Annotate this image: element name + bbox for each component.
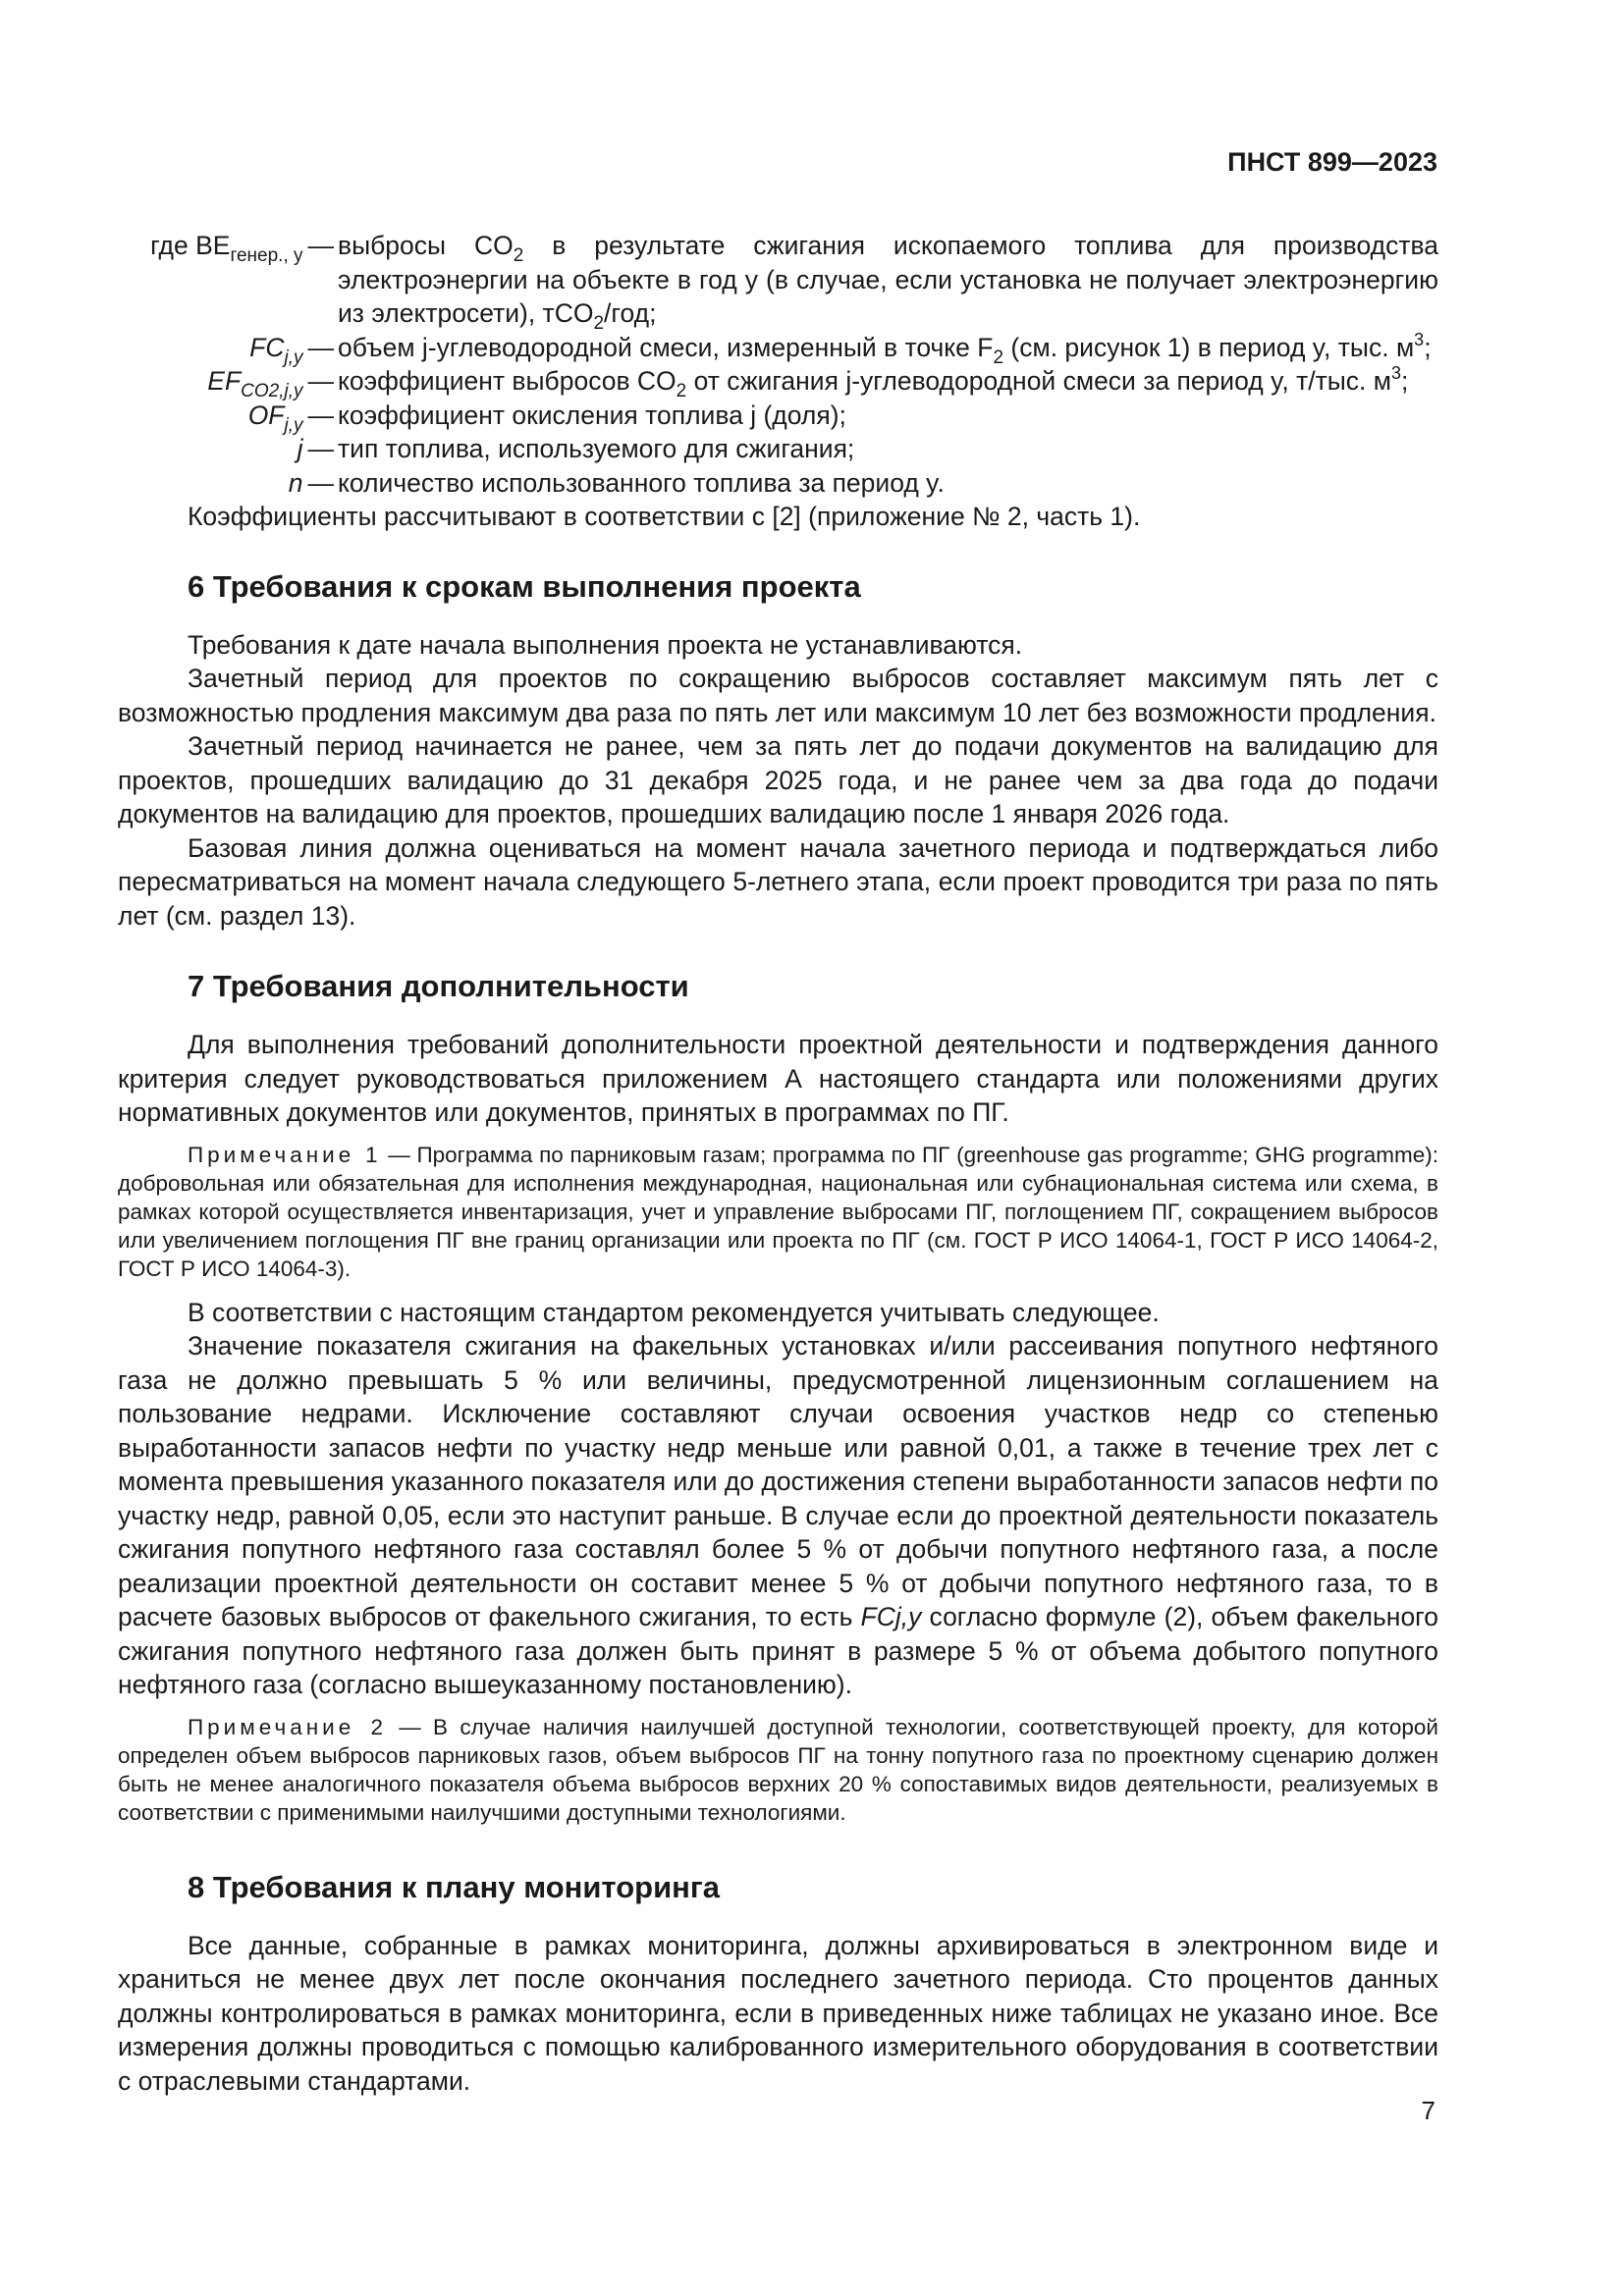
symbol-definitions	[118, 229, 1438, 500]
section-7-paragraph: Значение показателя сжигания на факельных установках и/или рассеивания попутного нефтяного газа не должно превышать 5 % или величины, предусмотренной лицензионным соглашением на пользование недрами. Исключение составляют случаи освоения участков недр со степенью выработанности запасов нефти по участку недр меньше или равной 0,01, а также в течение трех лет с момента превышения указанного показателя или до достижения степени выработанности запасов нефти по участку недр, равной 0,05, если это наступит раньше. В случае если до проектной деятельности показатель сжигания попутного нефтяного газа составлял более 5 % от добычи попутного нефтяного газа, а после реализации проектной деятельности он составит менее 5 % от добычи попутного нефтяного газа, то в расчете базовых выбросов от факельного сжигания, то есть FCj,y согласно формуле (2), объем факельного сжигания попутного нефтяного газа должен быть принят в размере 5 % от объема добытого попутного нефтяного газа (согласно вышеуказанному постановлению).	[118, 1331, 1439, 1699]
section-7-heading: 7 Требования дополнительности	[188, 969, 689, 1003]
definition-text: выбросы $CO_2$ в результате сжигания ископаемого топлива для производства электроэнергии на объекте в год y (в случае, если установка не получает электроэнергию из электросети), тCO$_2$/год;	[338, 231, 1438, 334]
section-8-heading: 8 Требования к плану мониторинга	[188, 1869, 721, 1904]
section-6-paragraph: Требования к дате начала выполнения проекта не устанавливаются.	[188, 629, 1023, 660]
symbol-subscript: CO2,j,y	[241, 381, 303, 401]
document-code: ПНСТ 899—2023	[1227, 147, 1437, 177]
page-number: 7	[1421, 2096, 1435, 2125]
page-content	[118, 229, 1438, 2098]
coefficients-note: Коэффициенты рассчитывают в соответствии с [2] (приложение № 2, часть 1).	[188, 502, 1141, 531]
note-1	[118, 1141, 1438, 1283]
symbol-be: где BE	[150, 231, 231, 260]
symbol-subscript: j,y	[284, 347, 303, 368]
section-6-paragraph: Базовая линия должна оцениваться на момент начала зачетного периода и подтверждаться либо пересматриваться на момент начала следующего 5-летнего этапа, если проект проводится три раза по пять лет (см. раздел 13).	[118, 832, 1438, 931]
definition-row-be	[118, 229, 1438, 334]
section-7-paragraph: Для выполнения требований дополнительности проектной деятельности и подтверждения данного критерия следует руководствоваться приложением А настоящего стандарта или положениями других нормативных документов или документов, принятых в программах по ПГ.	[118, 1030, 1438, 1127]
note-label: Примечание 2	[188, 1714, 388, 1739]
note-2	[118, 1713, 1438, 1827]
symbol-subscript: генер., y	[230, 245, 303, 266]
definition-text: тип топлива, используемого для сжигания;	[338, 434, 855, 463]
symbol: n —	[288, 467, 334, 498]
symbol-j: j	[297, 434, 303, 463]
definition-row-ef	[118, 364, 1438, 399]
section-6-heading: 6 Требования к срокам выполнения проекта	[188, 568, 861, 604]
note-text: — Программа по парниковым газам; программа по ПГ (greenhouse gas programme; GHG programme): добровольная или обязательная для исполнения международная, национальная или субнациональная система или схема, в рамках которой осуществляется инвентаризация, учет и управление выбросами ПГ, поглощением ПГ, сокращением выбросов или увеличением поглощения ПГ вне границ организации или проекта по ПГ (см. ГОСТ Р ИСО 14064-1, ГОСТ Р ИСО 14064-2, ГОСТ Р ИСО 14064-3).	[118, 1142, 1438, 1281]
definition-row-n	[118, 466, 1438, 501]
symbol-of: OF	[247, 400, 285, 430]
section-6-paragraph: Зачетный период начинается не ранее, чем за пять лет до подачи документов на валидацию для проектов, прошедших валидацию до 31 декабря 2025 года, и не ранее чем за два года до подачи документов на валидацию для проектов, прошедших валидацию после 1 января 2026 года.	[118, 731, 1438, 828]
symbol-n: n	[288, 467, 303, 498]
note-text: — В случае наличия наилучшей доступной технологии, соответствующей проекту, для которой определен объем выбросов парниковых газов, объем выбросов ПГ на тонну попутного газа по проектному сценарию должен быть не менее аналогичного показателя объема выбросов верхних 20 % сопоставимых видов деятельности, реализуемых в соответствии с применимыми наилучшими доступными технологиями.	[118, 1714, 1438, 1825]
definition-row-of	[118, 399, 1438, 436]
definition-text: коэффициент окисления топлива j (доля);	[338, 400, 846, 430]
symbol: $EF_{CO2,j,y}$ —	[207, 366, 334, 401]
symbol: $OF_{j,y}$ —	[247, 400, 334, 436]
section-6-paragraph: Зачетный период для проектов по сокращению выбросов составляет максимум пять лет с возможностью продления максимум два раза по пять лет или максимум 10 лет без возможности продления.	[118, 664, 1438, 727]
definition-text: объем j-углеводородной смеси, измеренный в точке $F_2$ (см. рисунок 1) в период y, тыс. $м^3$;	[338, 329, 1432, 368]
note-label: Примечание 1	[188, 1142, 382, 1167]
symbol: где $BE_{генер., y}$ —	[150, 231, 334, 266]
symbol-subscript: j,y	[284, 414, 303, 436]
definition-row-j	[118, 432, 1438, 466]
definition-text: коэффициент выбросов $CO_2$ от сжигания j-углеводородной смеси за период y, т/тыс. $м^3$;	[338, 363, 1409, 401]
symbol-ef: EF	[207, 366, 242, 396]
definition-row-fc	[118, 329, 1438, 368]
symbol: $FC_{j,y}$ —	[249, 332, 334, 368]
symbol: j —	[297, 434, 334, 463]
section-7-paragraph: В соответствии с настоящим стандартом рекомендуется учитывать следующее.	[188, 1297, 1160, 1327]
definition-text: количество использованного топлива за период y.	[338, 467, 945, 498]
formula-variable: FCj,y	[860, 1602, 922, 1631]
section-8-paragraph: Все данные, собранные в рамках мониторинга, должны архивироваться в электронном виде и храниться не менее двух лет после окончания последнего зачетного периода. Сто процентов данных должны контролироваться в рамках мониторинга, если в приведенных ниже таблицах не указано иное. Все измерения должны проводиться с помощью калиброванного измерительного оборудования в соответствии с отраслевыми стандартами.	[118, 1930, 1438, 2096]
symbol-fc: FC	[249, 332, 285, 362]
